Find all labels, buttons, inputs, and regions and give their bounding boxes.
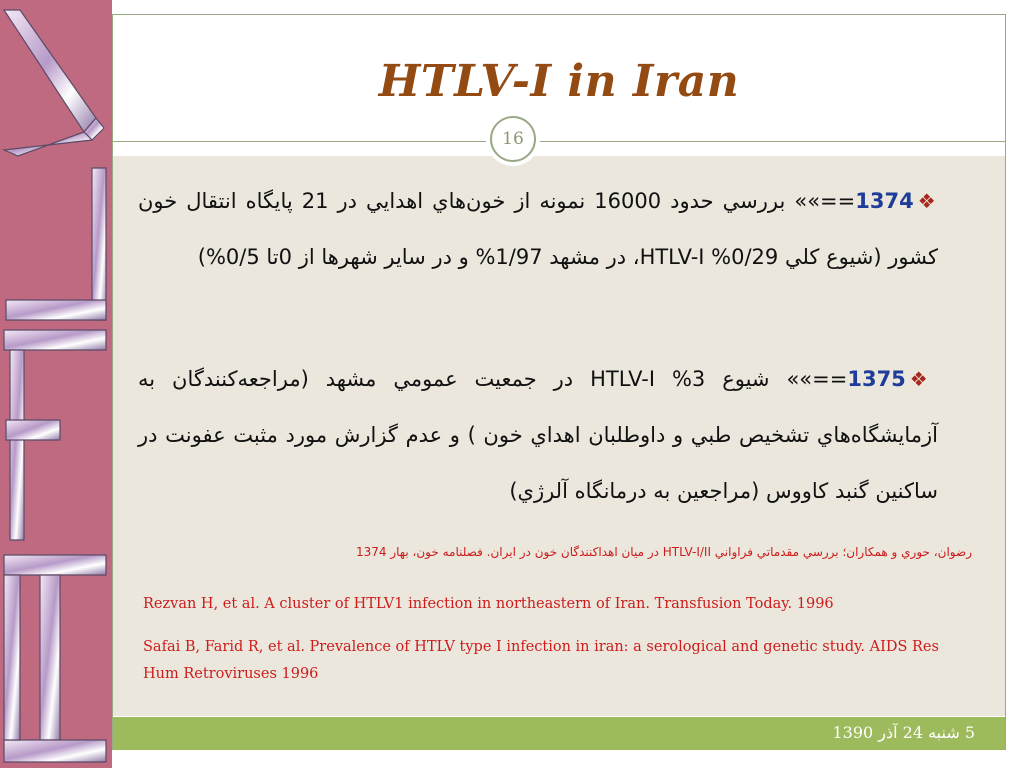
diamond-bullet-icon: ❖: [917, 189, 938, 213]
bullet-text: ==»» شيوع 3% HTLV-I در جمعيت عمومي مشهد (مراجعه‌كنندگان به آزمايشگاه‌هاي تشخيص طبي و داوطلبان اهداي خون ) و عدم گزارش مورد مثبت عفونت در ساكنين گنبد كاووس (مراجعين به درمانگاه آلرژي): [138, 367, 938, 503]
page-number-badge: 16: [490, 116, 536, 162]
title-divider: [113, 141, 1005, 142]
slide-title: HTLV-I in Iran: [378, 56, 740, 107]
bullet-text: ==»» بررسي حدود 16000 نمونه از خون‌هاي اهدايي در 21 پايگاه انتقال خون كشور (شيوع كلي HTLV-I %0/29، در مشهد 1/97% و در ساير شهرها از 0تا 0/5%): [138, 189, 938, 269]
reference-english-1: Rezvan H, et al. A cluster of HTLV1 infection in northeastern of Iran. Transfusion Today. 1996: [143, 596, 834, 612]
bullet-year: 1375: [847, 367, 906, 391]
bullet-item: [138, 351, 938, 519]
reference-english-2: Safai B, Farid R, et al. Prevalence of HTLV type I infection in iran: a serological and genetic study. AIDS Res Hum Retroviruses 1996: [143, 639, 939, 682]
diamond-bullet-icon: ❖: [909, 367, 938, 391]
footer-date: 5 شنبه 24 آذر 1390: [832, 723, 975, 742]
title-area: [113, 15, 1005, 141]
htlv-banner-image: [0, 0, 112, 768]
htlv-letters-graphic: [0, 0, 112, 768]
reference-persian: رضوان، حوري و همكاران؛ بررسي مقدماتي فراواني HTLV-I/II در ميان اهداكنندگان خون در ايران. فصلنامه خون، بهار 1374: [355, 545, 972, 559]
footer-bar: [113, 717, 1005, 750]
bullet-year: 1374: [855, 189, 914, 213]
bullet-item: [138, 173, 938, 285]
